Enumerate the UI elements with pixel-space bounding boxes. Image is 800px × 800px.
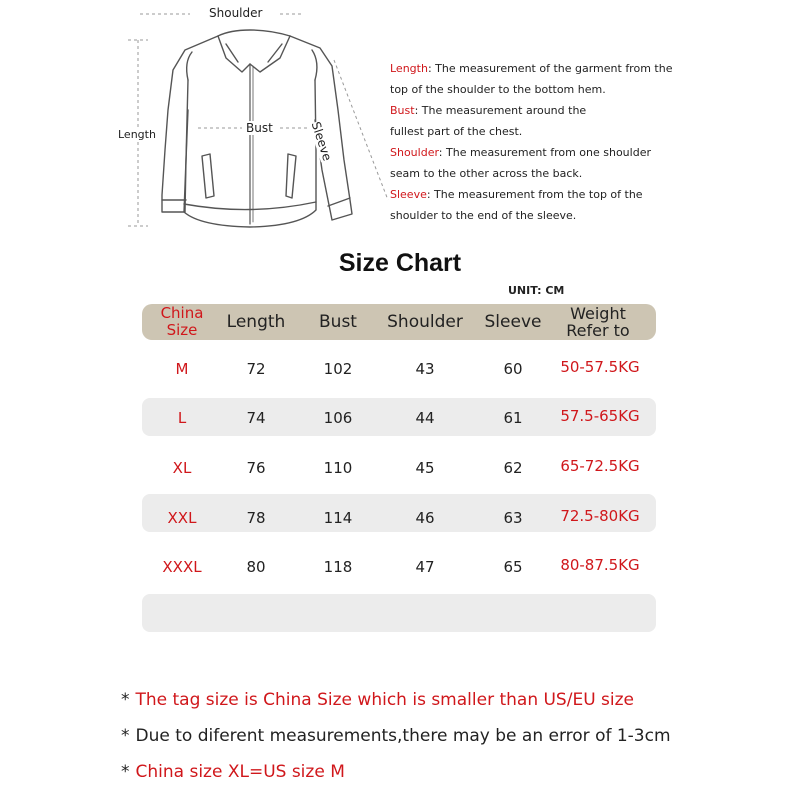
unit-label: UNIT: CM bbox=[508, 284, 565, 297]
header-text: China bbox=[160, 304, 204, 322]
definition-bust bbox=[390, 100, 690, 121]
size-cell: L bbox=[177, 409, 187, 427]
shoulder-cell: 44 bbox=[415, 409, 435, 427]
definition-sleeve bbox=[390, 184, 690, 205]
note-text: Due to diferent measurements,there may be an error of 1-3cm bbox=[135, 726, 671, 746]
note-bullet: * bbox=[121, 690, 130, 710]
definition-text: : The measurement of the garment from the bbox=[427, 62, 673, 75]
shoulder-cell: 45 bbox=[415, 459, 435, 477]
sleeve-cell: 61 bbox=[503, 409, 523, 427]
size-cell: XXL bbox=[167, 509, 197, 527]
bust-cell: 118 bbox=[323, 558, 353, 576]
definition-term: Shoulder bbox=[390, 146, 439, 159]
definition-text: : The measurement around the bbox=[414, 104, 587, 117]
size-notes bbox=[121, 690, 671, 798]
bust-cell: 102 bbox=[323, 360, 353, 378]
note-china-size bbox=[121, 690, 671, 726]
note-bullet: * bbox=[121, 726, 130, 746]
note-text: China size XL=US size M bbox=[135, 762, 345, 782]
header-text: Weight bbox=[570, 304, 626, 323]
length-cell: 80 bbox=[246, 558, 266, 576]
header-weight bbox=[556, 305, 640, 339]
definition-term: Bust bbox=[390, 104, 415, 117]
note-measurement-error bbox=[121, 726, 671, 762]
header-shoulder: Shoulder bbox=[387, 312, 463, 332]
bust-cell: 114 bbox=[323, 509, 353, 527]
sleeve-cell: 62 bbox=[503, 459, 523, 477]
bust-cell: 110 bbox=[323, 459, 353, 477]
jacket-illustration bbox=[110, 0, 400, 240]
weight-cell: 80-87.5KG bbox=[560, 556, 640, 574]
size-table bbox=[142, 304, 656, 634]
definition-term: Length bbox=[390, 62, 428, 75]
sleeve-cell: 60 bbox=[503, 360, 523, 378]
bust-cell: 106 bbox=[323, 409, 353, 427]
note-text: The tag size is China Size which is smaller than US/EU size bbox=[135, 690, 635, 710]
length-cell: 76 bbox=[246, 459, 266, 477]
size-cell: M bbox=[175, 360, 189, 378]
size-cell: XXXL bbox=[162, 558, 202, 576]
definition-term: Sleeve bbox=[390, 188, 427, 201]
length-cell: 72 bbox=[246, 360, 266, 378]
shoulder-cell: 47 bbox=[415, 558, 435, 576]
sleeve-cell: 65 bbox=[503, 558, 523, 576]
definition-shoulder bbox=[390, 142, 690, 163]
length-cell: 78 bbox=[246, 509, 266, 527]
shoulder-label: Shoulder bbox=[206, 6, 265, 20]
header-text: Refer to bbox=[566, 321, 630, 340]
weight-cell: 72.5-80KG bbox=[560, 507, 640, 525]
definition-text-continued: fullest part of the chest. bbox=[390, 125, 523, 138]
length-label: Length bbox=[118, 128, 156, 141]
bust-label: Bust bbox=[246, 121, 273, 135]
shoulder-cell: 43 bbox=[415, 360, 435, 378]
length-cell: 74 bbox=[246, 409, 266, 427]
size-cell: XL bbox=[172, 459, 192, 477]
weight-cell: 57.5-65KG bbox=[560, 407, 640, 425]
jacket-diagram bbox=[110, 0, 400, 240]
sleeve-label: Sleeve bbox=[308, 120, 335, 163]
definition-text: : The measurement from one shoulder bbox=[438, 146, 651, 159]
header-bust: Bust bbox=[319, 312, 357, 332]
measurement-definitions bbox=[390, 58, 690, 226]
size-chart-title: Size Chart bbox=[338, 249, 462, 277]
definition-text: : The measurement from the top of the bbox=[426, 188, 643, 201]
note-bullet: * bbox=[121, 762, 130, 782]
definition-length bbox=[390, 58, 690, 79]
shoulder-cell: 46 bbox=[415, 509, 435, 527]
note-us-conversion bbox=[121, 762, 671, 798]
row-stripe bbox=[142, 594, 656, 632]
header-sleeve: Sleeve bbox=[484, 312, 542, 332]
header-length: Length bbox=[226, 312, 286, 332]
weight-cell: 50-57.5KG bbox=[560, 358, 640, 376]
header-text: Size bbox=[166, 321, 198, 339]
definition-text-continued: top of the shoulder to the bottom hem. bbox=[390, 83, 606, 96]
definition-text-continued: seam to the other across the back. bbox=[390, 167, 583, 180]
sleeve-cell: 63 bbox=[503, 509, 523, 527]
weight-cell: 65-72.5KG bbox=[560, 457, 640, 475]
header-china-size bbox=[144, 305, 220, 339]
definition-text-continued: shoulder to the end of the sleeve. bbox=[390, 209, 577, 222]
